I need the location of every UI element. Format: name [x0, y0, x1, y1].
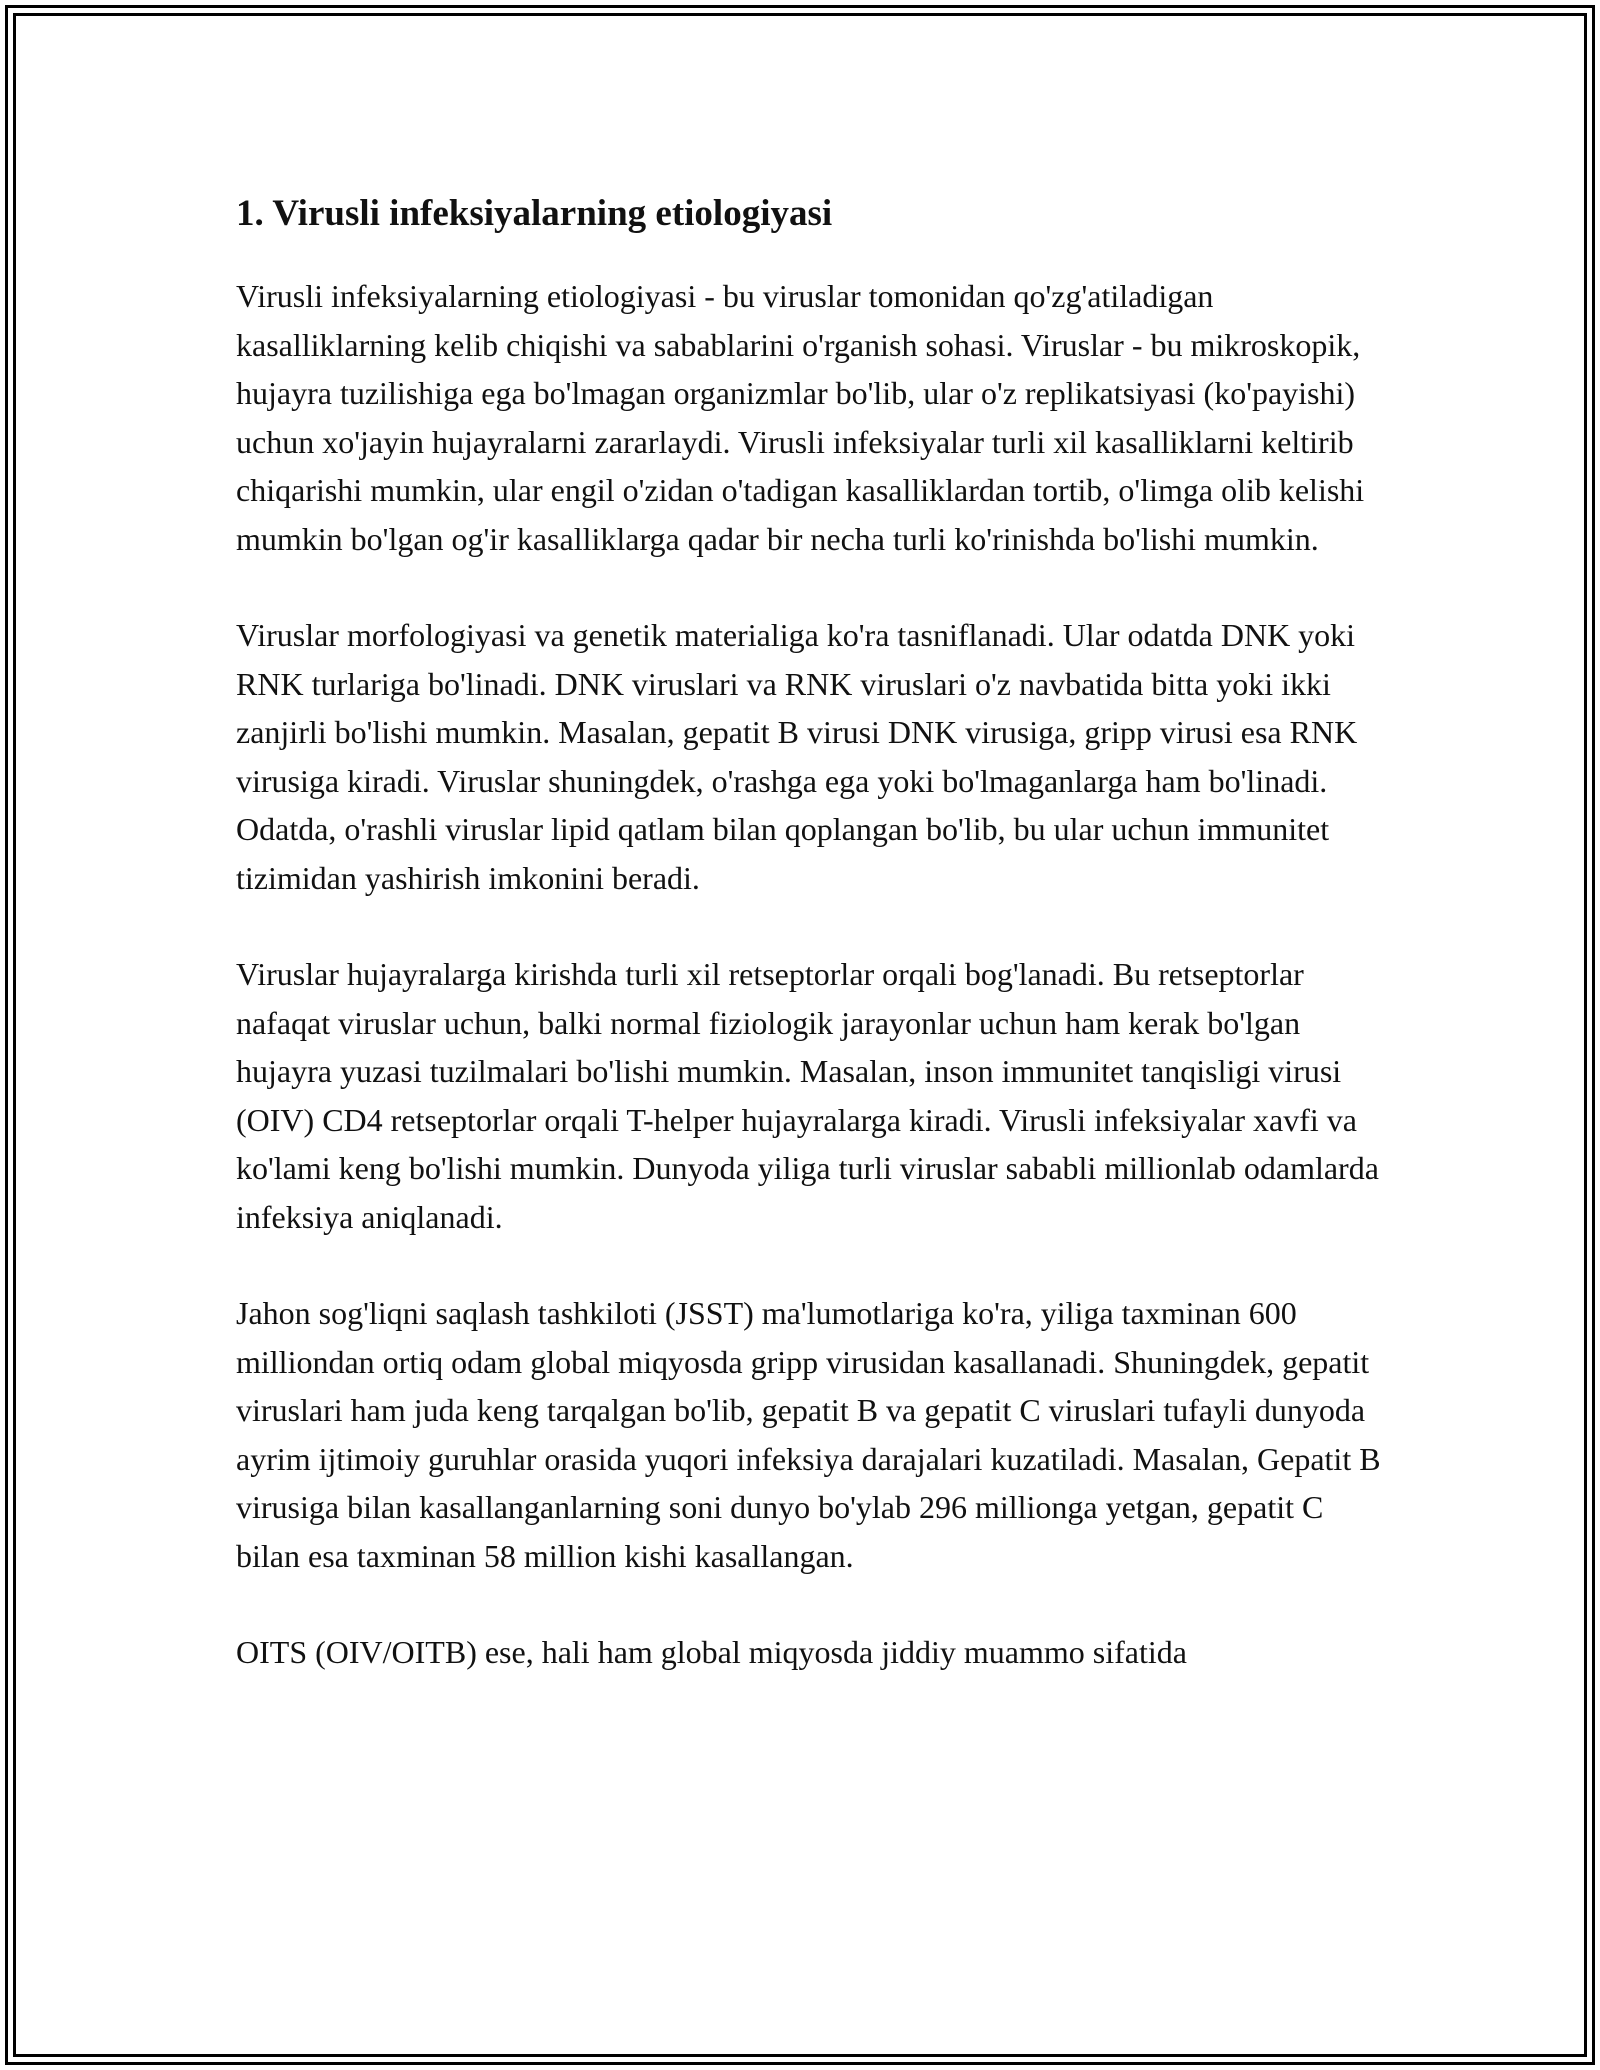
- paragraph-etiology-intro: Virusli infeksiyalarning etiologiyasi - bu viruslar tomonidan qo'zg'atiladigan kasalliklarning kelib chiqishi va sabablarini o'rganish sohasi. Viruslar - bu mikroskopik, hujayra tuzilishiga ega bo'lmagan organizmlar bo'lib, ular o'z replikatsiyasi (ko'payishi) uchun xo'jayin hujayralarni zararlaydi. Virusli infeksiyalar turli xil kasalliklarni keltirib chiqarishi mumkin, ular engil o'zidan o'tadigan kasalliklardan tortib, o'limga olib kelishi mumkin bo'lgan og'ir kasalliklarga qadar bir necha turli ko'rinishda bo'lishi mumkin.: [236, 278, 1365, 557]
- document-body: [236, 186, 1386, 1725]
- paragraph-receptors: Viruslar hujayralarga kirishda turli xil retseptorlar orqali bog'lanadi. Bu retseptorlar nafaqat viruslar uchun, balki normal fiziologik jarayonlar uchun ham kerak bo'lgan hujayra yuzasi tuzilmalari bo'lishi mumkin. Masalan, inson immunitet tanqisligi virusi (OIV) CD4 retseptorlar orqali T-helper hujayralarga kiradi. Virusli infeksiyalar xavfi va ko'lami keng bo'lishi mumkin. Dunyoda yiliga turli viruslar sababli millionlab odamlarda infeksiya aniqlanadi.: [236, 956, 1379, 1235]
- paragraph-aids: OITS (OIV/OITB) ese, hali ham global miqyosda jiddiy muammo sifatida: [236, 1634, 1187, 1670]
- paragraph-who-statistics: Jahon sog'liqni saqlash tashkiloti (JSST) ma'lumotlariga ko'ra, yiliga taxminan 600 milliondan ortiq odam global miqyosda gripp virusidan kasallanadi. Shuningdek, gepatit viruslari ham juda keng tarqalgan bo'lib, gepatit B va gepatit C viruslari tufayli dunyoda ayrim ijtimoiy guruhlar orasida yuqori infeksiya darajalari kuzatiladi. Masalan, Gepatit B virusiga bilan kasallanganlarning soni dunyo bo'ylab 296 millionga yetgan, gepatit C bilan esa taxminan 58 million kishi kasallangan.: [236, 1295, 1381, 1574]
- paragraph-classification: Viruslar morfologiyasi va genetik materialiga ko'ra tasniflanadi. Ular odatda DNK yoki RNK turlariga bo'linadi. DNK viruslari va RNK viruslari o'z navbatida bitta yoki ikki zanjirli bo'lishi mumkin. Masalan, gepatit B virusi DNK virusiga, gripp virusi esa RNK virusiga kiradi. Viruslar shuningdek, o'rashga ega yoki bo'lmaganlarga ham bo'linadi. Odatda, o'rashli viruslar lipid qatlam bilan qoplangan bo'lib, bu ular uchun immunitet tizimidan yashirish imkonini beradi.: [236, 617, 1358, 896]
- section-heading: 1. Virusli infeksiyalarning etiologiyasi: [236, 193, 833, 234]
